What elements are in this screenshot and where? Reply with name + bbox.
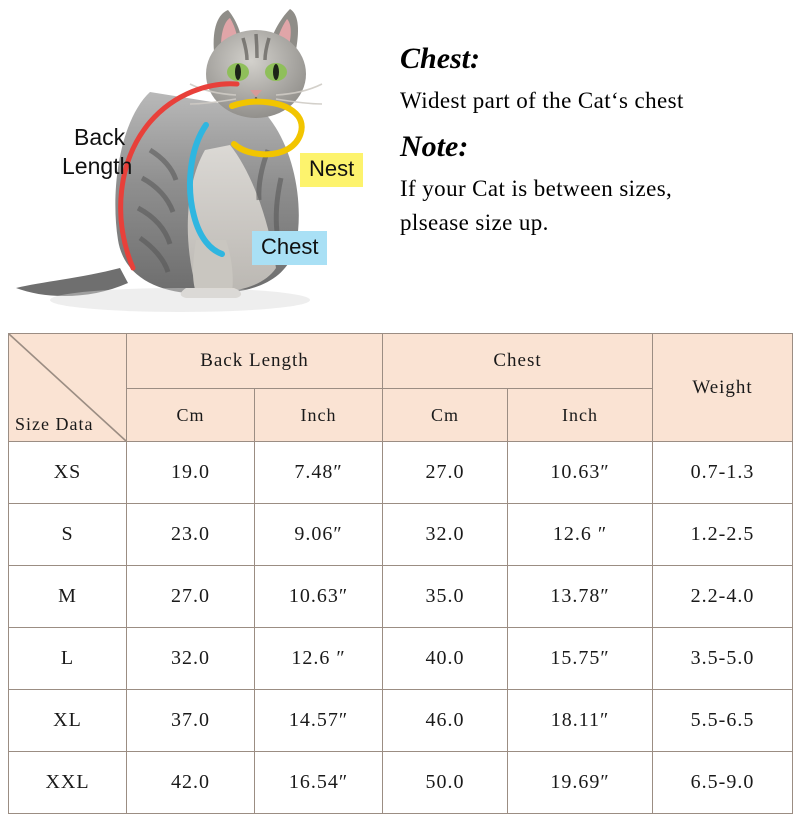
table-row (9, 628, 793, 690)
cell-back-inch: 14.57″ (255, 690, 383, 752)
unit-header-chest-inch: Inch (508, 389, 653, 442)
cell-back-inch: 7.48″ (255, 442, 383, 504)
cell-chest-cm: 32.0 (383, 504, 508, 566)
cell-size: M (9, 566, 127, 628)
back-length-label-line1: Back (74, 124, 126, 150)
unit-header-chest-cm: Cm (383, 389, 508, 442)
cell-chest-cm: 40.0 (383, 628, 508, 690)
illustration-area (0, 0, 800, 330)
cell-size: XXL (9, 752, 127, 814)
group-header-back-length: Back Length (127, 334, 383, 389)
cell-size: S (9, 504, 127, 566)
cell-back-cm: 23.0 (127, 504, 255, 566)
cell-back-inch: 12.6 ″ (255, 628, 383, 690)
table-row (9, 442, 793, 504)
back-length-label-line2: Length (62, 153, 133, 179)
cell-weight: 3.5-5.0 (653, 628, 793, 690)
cell-back-inch: 10.63″ (255, 566, 383, 628)
cell-size: XS (9, 442, 127, 504)
cell-chest-inch: 18.11″ (508, 690, 653, 752)
note-heading: Note: (400, 130, 469, 163)
unit-header-back-cm: Cm (127, 389, 255, 442)
cell-chest-cm: 35.0 (383, 566, 508, 628)
cell-back-inch: 9.06″ (255, 504, 383, 566)
cell-weight: 0.7-1.3 (653, 442, 793, 504)
cell-weight: 6.5-9.0 (653, 752, 793, 814)
cell-back-cm: 37.0 (127, 690, 255, 752)
cell-weight: 5.5-6.5 (653, 690, 793, 752)
cell-weight: 2.2-4.0 (653, 566, 793, 628)
cell-chest-inch: 12.6 ″ (508, 504, 653, 566)
cell-chest-inch: 15.75″ (508, 628, 653, 690)
table-row (9, 690, 793, 752)
cell-back-cm: 32.0 (127, 628, 255, 690)
cell-chest-inch: 19.69″ (508, 752, 653, 814)
cell-chest-inch: 13.78″ (508, 566, 653, 628)
cell-back-cm: 19.0 (127, 442, 255, 504)
table-row (9, 566, 793, 628)
table-row (9, 752, 793, 814)
cell-back-cm: 27.0 (127, 566, 255, 628)
note-line-1: If your Cat is between sizes, (400, 175, 673, 201)
table-row (9, 504, 793, 566)
cell-size: XL (9, 690, 127, 752)
cell-weight: 1.2-2.5 (653, 504, 793, 566)
chest-label: Chest (252, 231, 327, 265)
cell-size: L (9, 628, 127, 690)
info-text-block (400, 40, 800, 241)
size-data-table (8, 333, 793, 814)
ground-shadow (50, 288, 310, 312)
group-header-weight: Weight (653, 334, 793, 442)
group-header-chest: Chest (383, 334, 653, 389)
cell-chest-inch: 10.63″ (508, 442, 653, 504)
cell-chest-cm: 50.0 (383, 752, 508, 814)
table-corner-cell (9, 334, 127, 442)
nest-label: Nest (300, 153, 363, 187)
table-group-header-row (9, 334, 793, 389)
size-data-label: Size Data (15, 414, 94, 434)
cell-back-inch: 16.54″ (255, 752, 383, 814)
note-line-2: plsease size up. (400, 210, 549, 235)
cell-chest-cm: 27.0 (383, 442, 508, 504)
cell-back-cm: 42.0 (127, 752, 255, 814)
unit-header-back-inch: Inch (255, 389, 383, 442)
cell-chest-cm: 46.0 (383, 690, 508, 752)
chest-description: Widest part of the Cat‘s chest (400, 87, 684, 113)
chest-heading: Chest: (400, 42, 481, 75)
